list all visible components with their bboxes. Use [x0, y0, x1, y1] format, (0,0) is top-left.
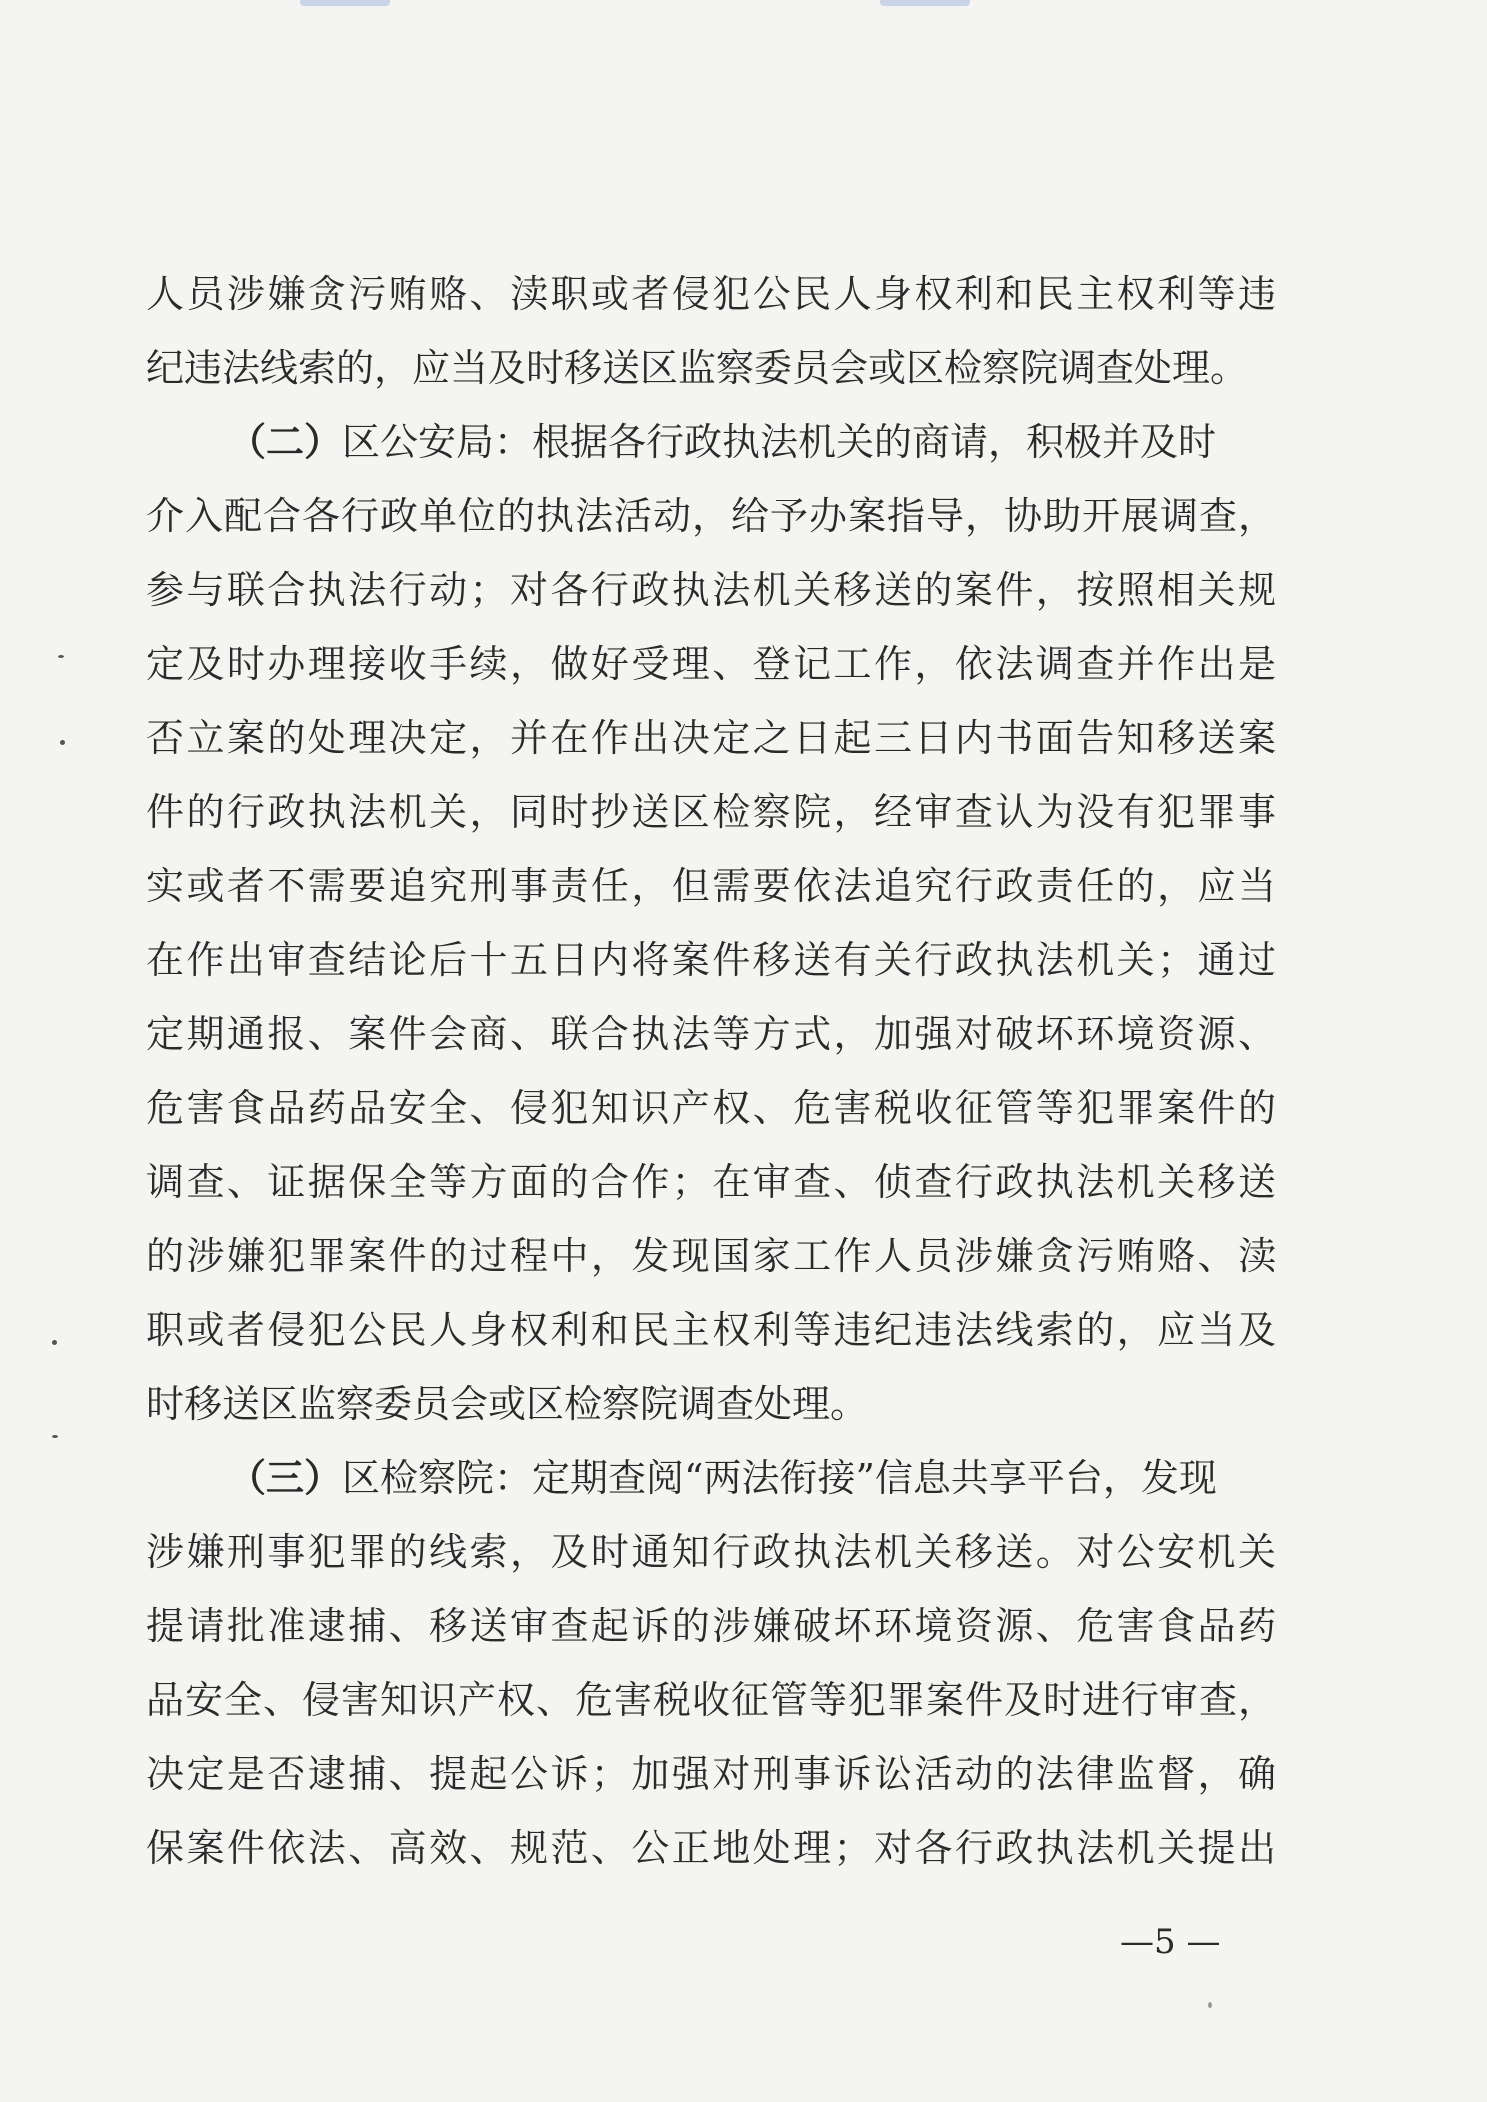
- text-line-4: 介入配合各行政单位的执法活动，给予办案指导，协助开展调查，: [146, 494, 1276, 538]
- scan-speck: [1208, 2002, 1212, 2008]
- scan-speck: [58, 655, 64, 658]
- text-line-13: 调查、证据保全等方面的合作；在审查、侦查行政执法机关移送: [146, 1160, 1276, 1204]
- text-line-8: 件的行政执法机关，同时抄送区检察院，经审查认为没有犯罪事: [146, 790, 1276, 834]
- section-3-text: 区检察院：定期查阅“两法衔接”信息共享平台，发现: [342, 1456, 1217, 1500]
- text-line-14: 的涉嫌犯罪案件的过程中，发现国家工作人员涉嫌贪污贿赂、渎: [146, 1234, 1276, 1278]
- text-line-7: 否立案的处理决定，并在作出决定之日起三日内书面告知移送案: [146, 716, 1276, 760]
- text-line-2: 纪违法线索的，应当及时移送区监察委员会或区检察院调查处理。: [146, 346, 1249, 390]
- scan-mark: [880, 0, 970, 6]
- section-3-heading-line: [228, 1454, 1276, 1502]
- scan-speck: [60, 740, 65, 745]
- text-line-11: 定期通报、案件会商、联合执法等方式，加强对破坏环境资源、: [146, 1012, 1276, 1056]
- text-line-5: 参与联合执法行动；对各行政执法机关移送的案件，按照相关规: [146, 568, 1276, 612]
- text-line-16: 时移送区监察委员会或区检察院调查处理。: [146, 1382, 869, 1426]
- scan-mark: [300, 0, 390, 6]
- text-line-22: 保案件依法、高效、规范、公正地处理；对各行政执法机关提出: [146, 1826, 1276, 1870]
- text-line-15: 职或者侵犯公民人身权利和民主权利等违纪违法线索的，应当及: [146, 1308, 1276, 1352]
- text-line-12: 危害食品药品安全、侵犯知识产权、危害税收征管等犯罪案件的: [146, 1086, 1276, 1130]
- text-line-9: 实或者不需要追究刑事责任，但需要依法追究行政责任的，应当: [146, 864, 1276, 908]
- text-line-10: 在作出审查结论后十五日内将案件移送有关行政执法机关；通过: [146, 938, 1276, 982]
- section-2-text: 区公安局：根据各行政执法机关的商请，积极并及时: [342, 420, 1217, 464]
- text-line-20: 品安全、侵害知识产权、危害税收征管等犯罪案件及时进行审查，: [146, 1678, 1276, 1722]
- section-2-heading-line: [228, 418, 1276, 466]
- page-number: —5 —: [1120, 1922, 1221, 1962]
- text-line-19: 提请批准逮捕、移送审查起诉的涉嫌破坏环境资源、危害食品药: [146, 1604, 1276, 1648]
- text-line-6: 定及时办理接收手续，做好受理、登记工作，依法调查并作出是: [146, 642, 1276, 686]
- scan-speck: [52, 1340, 57, 1345]
- text-line-21: 决定是否逮捕、提起公诉；加强对刑事诉讼活动的法律监督，确: [146, 1752, 1276, 1796]
- section-2-marker: （二）: [228, 420, 343, 464]
- text-line-18: 涉嫌刑事犯罪的线索，及时通知行政执法机关移送。对公安机关: [146, 1530, 1276, 1574]
- scan-speck: [52, 1435, 58, 1438]
- section-3-marker: （三）: [228, 1456, 343, 1500]
- text-line-1: 人员涉嫌贪污贿赂、渎职或者侵犯公民人身权利和民主权利等违: [146, 272, 1276, 316]
